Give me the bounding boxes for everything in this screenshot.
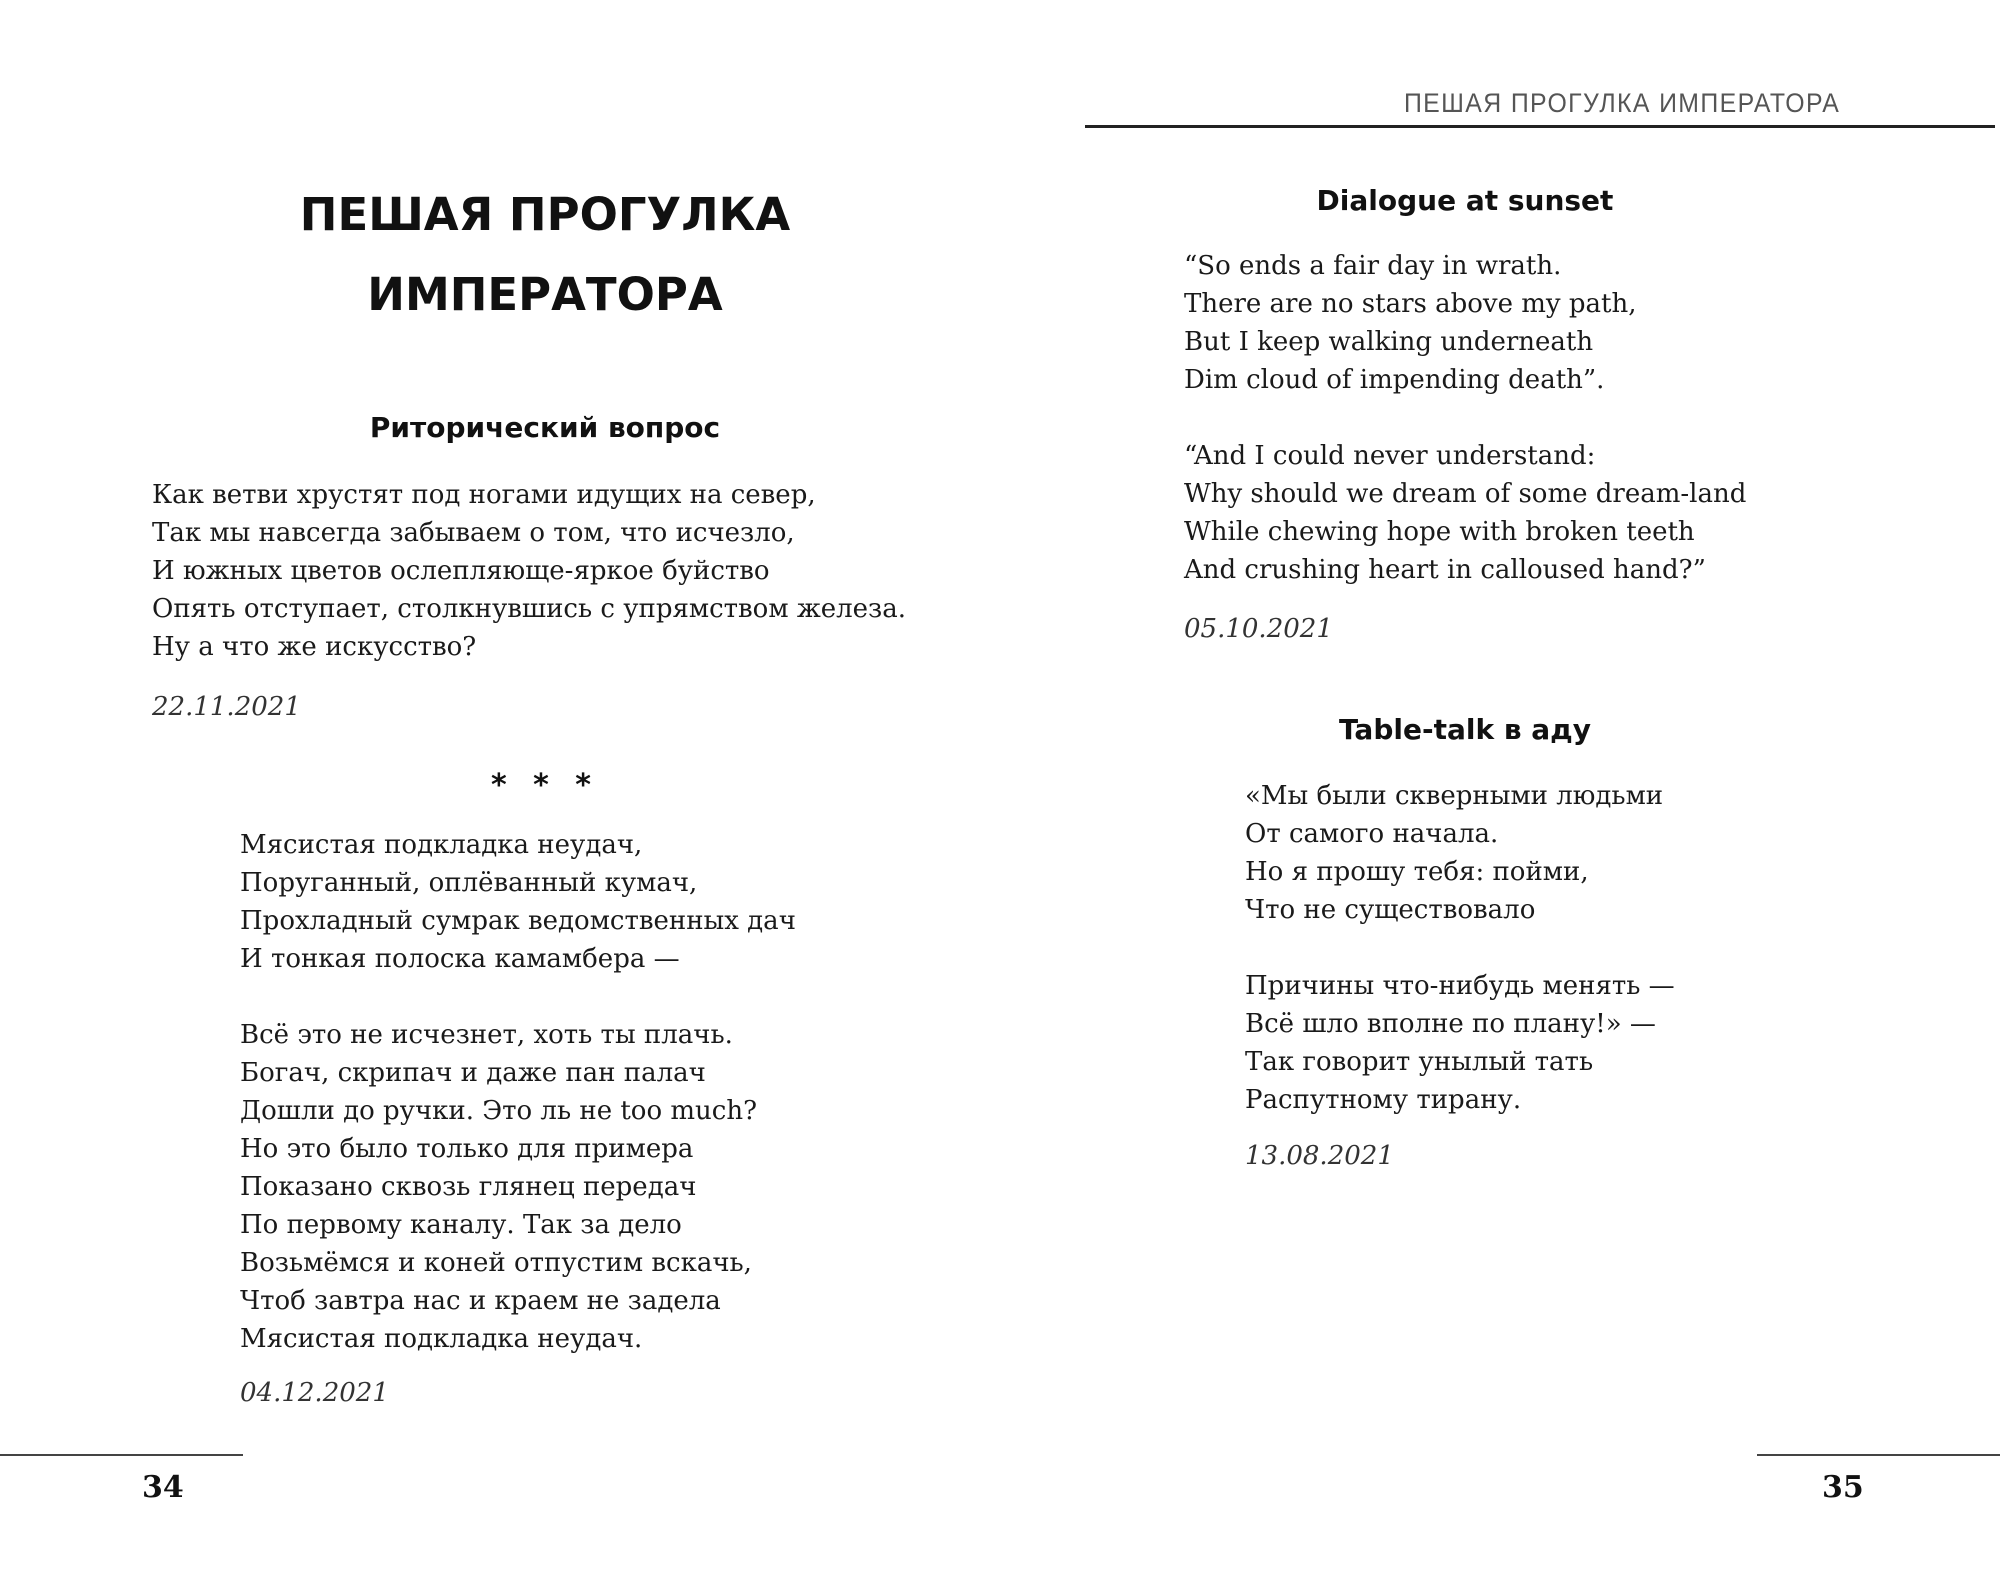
- footer-rule: [0, 1454, 243, 1456]
- poem-title: Table-talk в аду: [1338, 713, 1592, 746]
- verse-line: Мясистая подкладка неудач,: [240, 830, 643, 860]
- poem-title: Риторический вопрос: [369, 411, 721, 444]
- poem-date: 04.12.2021: [240, 1378, 389, 1408]
- verse-line: По первому каналу. Так за дело: [240, 1210, 682, 1240]
- verse-line: Богач, скрипач и даже пан палач: [240, 1058, 706, 1088]
- poem-date: 22.11.2021: [152, 692, 301, 722]
- verse-line: Возьмёмся и коней отпустим вскачь,: [240, 1248, 752, 1278]
- page-number: 35: [1822, 1470, 1864, 1505]
- verse-line: Всё шло вполне по плану!» —: [1245, 1009, 1656, 1039]
- verse-line: Всё это не исчезнет, хоть ты плачь.: [240, 1020, 733, 1050]
- poem-date: 05.10.2021: [1184, 614, 1333, 644]
- verse-line: Мясистая подкладка неудач.: [240, 1324, 643, 1354]
- verse-line: “And I could never understand:: [1184, 441, 1596, 471]
- poem-verse: [1245, 777, 1675, 1119]
- section-separator: * * *: [491, 768, 599, 803]
- footer-rule: [1757, 1454, 2000, 1456]
- poem-title: Dialogue at sunset: [1316, 184, 1614, 217]
- page-number: 34: [142, 1470, 184, 1505]
- verse-line: Распутному тирану.: [1245, 1085, 1522, 1115]
- verse-line: Что не существовало: [1245, 895, 1536, 925]
- verse-line: There are no stars above my path,: [1184, 289, 1637, 319]
- stanza-break: [1245, 929, 1675, 967]
- verse-line: Поруганный, оплёванный кумач,: [240, 868, 698, 898]
- verse-line: Показано сквозь глянец передач: [240, 1172, 697, 1202]
- verse-line: От самого начала.: [1245, 819, 1499, 849]
- running-header: ПЕШАЯ ПРОГУЛКА ИМПЕРАТОРА: [1403, 88, 1840, 118]
- book-title: [140, 175, 950, 335]
- stanza-break: [1184, 399, 1746, 437]
- poem-verse: [240, 826, 796, 1358]
- verse-line: И южных цветов ослепляюще-яркое буйство: [152, 556, 770, 586]
- verse-line: But I keep walking underneath: [1184, 327, 1594, 357]
- stanza-break: [240, 978, 796, 1016]
- verse-line: While chewing hope with broken teeth: [1184, 517, 1695, 547]
- verse-line: Причины что-нибудь менять —: [1245, 971, 1675, 1001]
- verse-line: Но я прошу тебя: пойми,: [1245, 857, 1589, 887]
- book-title-line: ИМПЕРАТОРА: [367, 268, 723, 321]
- verse-line: И тонкая полоска камамбера —: [240, 944, 680, 974]
- verse-line: Прохладный сумрак ведомственных дач: [240, 906, 796, 936]
- verse-line: Дошли до ручки. Это ль не too much?: [240, 1096, 758, 1126]
- verse-line: “So ends a fair day in wrath.: [1184, 251, 1562, 281]
- right-page: [1000, 0, 2000, 1569]
- poem-verse: [152, 476, 906, 666]
- verse-line: Как ветви хрустят под ногами идущих на север,: [152, 480, 816, 510]
- verse-line: «Мы были скверными людьми: [1245, 781, 1664, 811]
- verse-line: Dim cloud of impending death”.: [1184, 365, 1605, 395]
- poem-date: 13.08.2021: [1245, 1141, 1394, 1171]
- verse-line: And crushing heart in calloused hand?”: [1184, 555, 1706, 585]
- poem-verse: [1184, 247, 1746, 589]
- verse-line: Ну а что же искусство?: [152, 632, 477, 662]
- verse-line: Так говорит унылый тать: [1245, 1047, 1594, 1077]
- verse-line: Why should we dream of some dream-land: [1184, 479, 1747, 509]
- verse-line: Но это было только для примера: [240, 1134, 694, 1164]
- header-rule: [1085, 125, 1995, 128]
- verse-line: Опять отступает, столкнувшись с упрямством железа.: [152, 594, 906, 624]
- verse-line: Так мы навсегда забываем о том, что исчезло,: [152, 518, 795, 548]
- verse-line: Чтоб завтра нас и краем не задела: [240, 1286, 721, 1316]
- book-title-line: ПЕШАЯ ПРОГУЛКА: [299, 188, 791, 241]
